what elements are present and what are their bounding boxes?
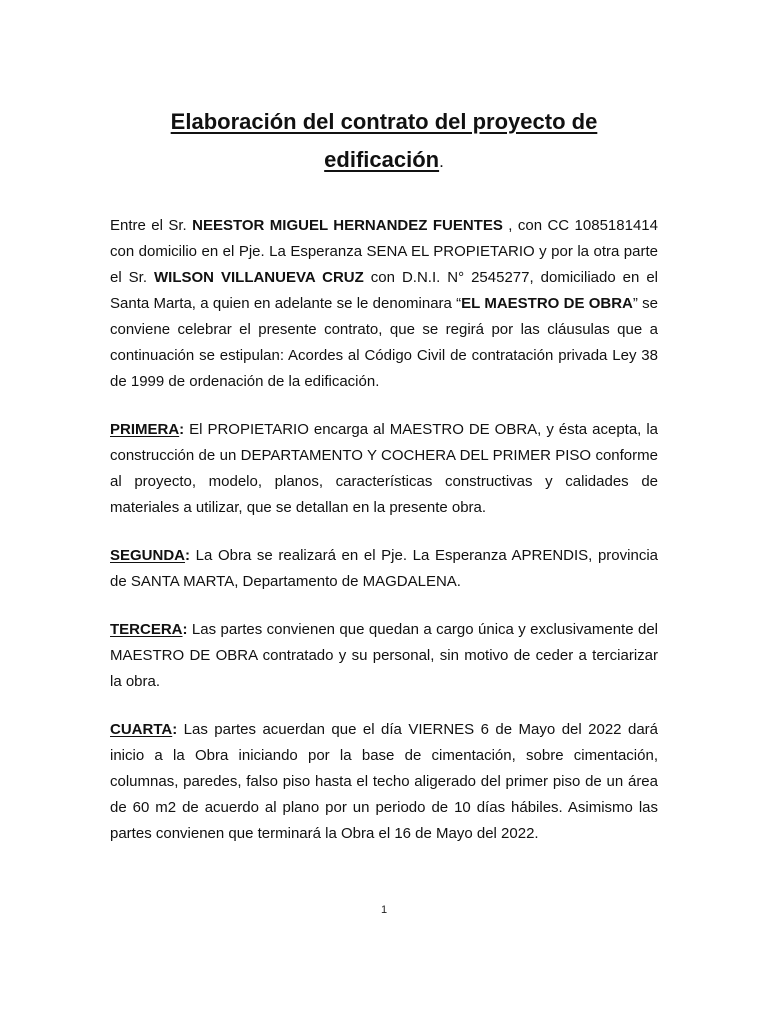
clause-text: El PROPIETARIO encarga al MAESTRO DE OBRA, y ésta acepta, la construcción de un DEPARTAMENTO Y COCHERA DEL PRIMER PISO conforme al proyecto, modelo, planos, características constructivas y calidades de materiales a utilizar, que se detallan en la presente obra.	[110, 421, 658, 516]
clause-colon: :	[182, 621, 188, 638]
clause-colon: :	[179, 421, 185, 438]
paragraph-gap	[110, 395, 658, 417]
document-title	[110, 103, 658, 181]
builder-name: WILSON VILLANUEVA CRUZ	[154, 269, 364, 286]
clause-text: Las partes acuerdan que el día VIERNES 6 de Mayo del 2022 dará inicio a la Obra iniciando por la base de cimentación, sobre cimentación, columnas, paredes, falso piso hasta el techo aligerado del primer piso de un área de 60 m2 de acuerdo al plano por un periodo de 10 días hábiles. Asimismo las partes convienen que terminará la Obra el 16 de Mayo del 2022.	[110, 721, 658, 842]
clause-heading: TERCERA	[110, 621, 183, 638]
clause-colon: :	[172, 721, 178, 738]
intro-text-3: con D.N.I. N° 2545277, domiciliado en el Santa Marta, a quien en adelante se le denominara “	[110, 269, 659, 312]
clause-cuarta	[110, 717, 658, 847]
clause-tercera	[110, 617, 658, 695]
paragraph-gap	[110, 695, 658, 717]
clause-heading: SEGUNDA	[110, 547, 186, 564]
clause-text: Las partes convienen que quedan a cargo única y exclusivamente del MAESTRO DE OBRA contratado y su personal, sin motivo de ceder a terciarizar la obra.	[110, 621, 658, 690]
paragraph-gap	[110, 521, 658, 543]
intro-text-2: , con CC 1085181414 con domicilio en el Pje. La Esperanza SENA EL PROPIETARIO y por la otra parte el Sr.	[110, 217, 658, 286]
page-number: 1	[380, 904, 388, 916]
clause-heading: PRIMERA	[110, 421, 180, 438]
title-period: .	[439, 152, 444, 171]
clause-segunda	[110, 543, 658, 595]
intro-text-1: Entre el Sr.	[110, 217, 193, 234]
clause-primera	[110, 417, 658, 521]
intro-text-4: ” se conviene celebrar el presente contrato, que se regirá por las cláusulas que a continuación se estipulan: Acordes al Código Civil de contratación privada Ley 38 de 1999 de ordenación de la edificación.	[110, 295, 658, 390]
title-line-2: edificación	[324, 147, 440, 172]
contract-body	[110, 213, 658, 847]
owner-name: NEESTOR MIGUEL HERNANDEZ FUENTES	[192, 217, 503, 234]
clause-heading: CUARTA	[110, 721, 173, 738]
clause-text: La Obra se realizará en el Pje. La Esperanza APRENDIS, provincia de SANTA MARTA, Departamento de MAGDALENA.	[110, 547, 658, 590]
intro-paragraph	[110, 213, 658, 395]
paragraph-gap	[110, 595, 658, 617]
builder-role: EL MAESTRO DE OBRA	[461, 295, 633, 312]
clause-colon: :	[185, 547, 191, 564]
title-line-1: Elaboración del contrato del proyecto de	[170, 109, 598, 134]
